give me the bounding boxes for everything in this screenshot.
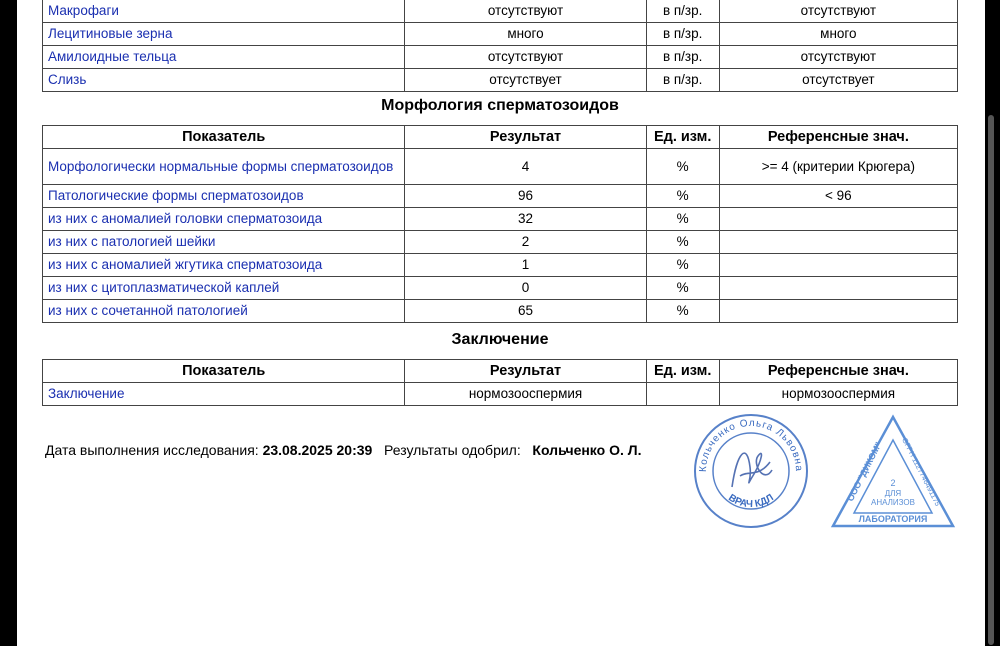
column-header-reference: Референсные знач. [719,126,957,149]
date-value: 23.08.2025 20:39 [262,442,373,458]
table-row [43,254,958,277]
table-header-row [43,360,958,383]
result-value: 4 [405,149,646,185]
table-row [43,149,958,185]
column-header-result: Результат [405,360,646,383]
svg-text:ДЛЯ: ДЛЯ [884,489,902,498]
footer-line [45,442,641,458]
svg-text:АНАЛИЗОВ: АНАЛИЗОВ [871,498,915,507]
table-row [43,46,958,69]
table-row [43,277,958,300]
result-value: нормозооспермия [405,383,646,406]
unit-value: % [646,300,719,323]
unit-value: % [646,149,719,185]
laboratory-triangle-stamp [830,414,956,530]
date-label: Дата выполнения исследования: [45,442,259,458]
svg-text:ЛАБОРАТОРИЯ: ЛАБОРАТОРИЯ [858,514,928,524]
unit-value: в п/зр. [646,69,719,92]
indicator-name: Патологические формы сперматозоидов [43,185,405,208]
result-value: 65 [405,300,646,323]
result-value: 32 [405,208,646,231]
conclusion-title: Заключение [451,331,549,348]
column-header-indicator: Показатель [43,360,405,383]
result-value: отсутствует [405,69,646,92]
reference-value [719,231,957,254]
indicator-name: из них с аномалией жгутика сперматозоида [43,254,405,277]
indicator-name: Амилоидные тельца [43,46,405,69]
reference-value: нормозооспермия [719,383,957,406]
reference-value: отсутствуют [719,46,957,69]
indicator-name: из них с аномалией головки сперматозоида [43,208,405,231]
table-row [43,300,958,323]
top-table [42,0,958,92]
indicator-name: из них с цитоплазматической каплей [43,277,405,300]
table-row [43,69,958,92]
column-header-reference: Референсные знач. [719,360,957,383]
reference-value: отсутствуют [719,0,957,23]
table-row [43,231,958,254]
unit-value: % [646,254,719,277]
reference-value: >= 4 (критерии Крюгера) [719,149,957,185]
reference-value [719,254,957,277]
approved-value: Кольченко О. Л. [532,442,642,458]
column-header-unit: Ед. изм. [646,360,719,383]
indicator-name: Макрофаги [43,0,405,23]
svg-text:ОГРН 1127746491175: ОГРН 1127746491175 [900,436,943,508]
indicator-name: Слизь [43,69,405,92]
unit-value: в п/зр. [646,0,719,23]
scrollbar[interactable] [988,115,994,645]
result-value: 1 [405,254,646,277]
indicator-name: Заключение [43,383,405,406]
morphology-table [42,125,958,323]
reference-value [719,208,957,231]
conclusion-table [42,359,958,406]
reference-value [719,277,957,300]
unit-value: % [646,231,719,254]
result-value: 96 [405,185,646,208]
unit-value: в п/зр. [646,46,719,69]
unit-value [646,383,719,406]
table-row [43,0,958,23]
result-value: много [405,23,646,46]
result-value: отсутствуют [405,0,646,23]
table-row [43,23,958,46]
unit-value: % [646,277,719,300]
column-header-result: Результат [405,126,646,149]
unit-value: % [646,208,719,231]
unit-value: в п/зр. [646,23,719,46]
indicator-name: из них с сочетанной патологией [43,300,405,323]
svg-text:2: 2 [890,478,896,488]
indicator-name: Лецитиновые зерна [43,23,405,46]
approved-label: Результаты одобрил: [384,442,521,458]
table-row [43,185,958,208]
reference-value: много [719,23,957,46]
table-row [43,208,958,231]
unit-value: % [646,185,719,208]
reference-value: отсутствует [719,69,957,92]
morphology-title: Морфология сперматозоидов [381,97,619,114]
svg-text:ВРАЧ КДЛ: ВРАЧ КДЛ [726,492,776,511]
indicator-name: из них с патологией шейки [43,231,405,254]
table-row [43,383,958,406]
column-header-indicator: Показатель [43,126,405,149]
svg-text:Кольченко Ольга Львовна: Кольченко Ольга Львовна [697,417,805,473]
doctor-round-stamp [692,412,810,530]
indicator-name: Морфологически нормальные формы сперматозоидов [43,149,405,185]
reference-value: < 96 [719,185,957,208]
result-value: отсутствуют [405,46,646,69]
svg-text:ООО "ДИКОМ": ООО "ДИКОМ" [845,440,884,503]
table-header-row [43,126,958,149]
result-value: 0 [405,277,646,300]
result-value: 2 [405,231,646,254]
column-header-unit: Ед. изм. [646,126,719,149]
reference-value [719,300,957,323]
